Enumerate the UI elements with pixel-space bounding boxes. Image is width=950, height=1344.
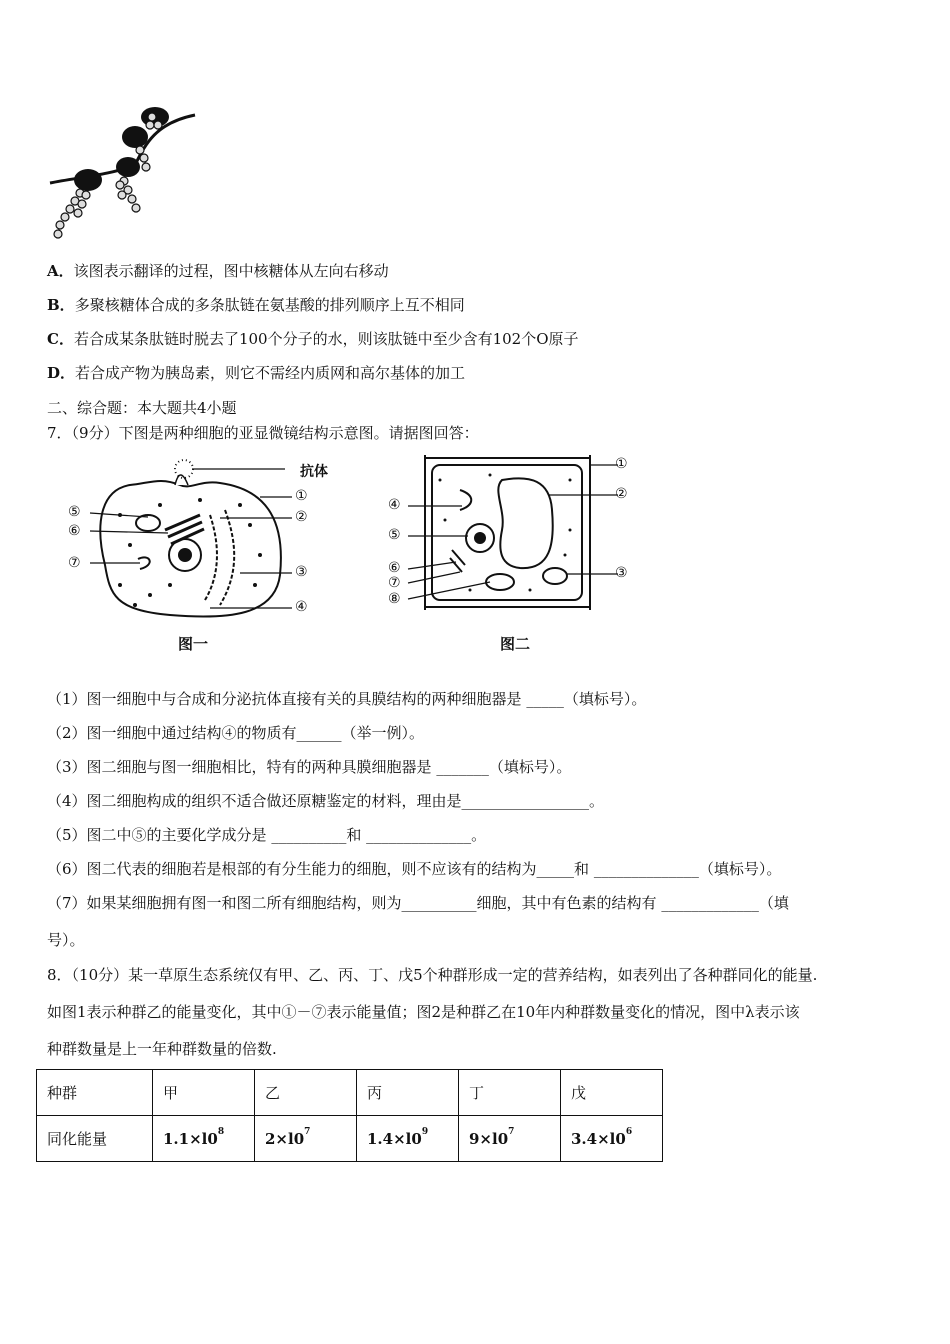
table-cell bbox=[459, 1116, 561, 1162]
fig2-label: ⑤ bbox=[388, 527, 401, 543]
fig1-caption: 图一 bbox=[178, 635, 209, 653]
q7-item-7-cont: 号）。 bbox=[47, 931, 85, 949]
fig1-label: ⑤ bbox=[68, 504, 81, 520]
q8-line-3: 种群数量是上一年种群数量的倍数. bbox=[47, 1040, 277, 1058]
value-base: 1.4×l0 bbox=[367, 1129, 422, 1148]
fig1-label: ② bbox=[295, 509, 308, 525]
value-exponent: 7 bbox=[508, 1126, 515, 1137]
q7-item-1: （1）图一细胞中与合成和分泌抗体直接有关的具膜结构的两种细胞器是 _____（填标号）。 bbox=[47, 690, 647, 708]
section-heading: 二、综合题：本大题共4小题 bbox=[47, 399, 237, 417]
fig1-label: ① bbox=[295, 488, 308, 504]
q7-title: 7．（9分）下图是两种细胞的亚显微镜结构示意图。请据图回答： bbox=[47, 424, 479, 442]
value-base: 9×l0 bbox=[469, 1129, 509, 1148]
table-header-cell: 种群 bbox=[37, 1070, 153, 1116]
fig2-label: ① bbox=[615, 456, 628, 472]
table-header-cell: 戊 bbox=[561, 1070, 663, 1116]
fig2-caption: 图二 bbox=[500, 635, 531, 653]
antibody-label: 抗体 bbox=[300, 464, 328, 480]
fig2-label: ② bbox=[615, 486, 628, 502]
table-cell bbox=[357, 1116, 459, 1162]
option-text: 若合成某条肽链时脱去了100个分子的水，则该肽链中至少含有102个O原子 bbox=[73, 330, 579, 348]
value-exponent: 7 bbox=[304, 1126, 311, 1137]
table-cell bbox=[561, 1116, 663, 1162]
fig2-label: ③ bbox=[615, 565, 628, 581]
q7-item-2: （2）图一细胞中通过结构④的物质有______（举一例）。 bbox=[47, 724, 425, 742]
fig1-label: ⑥ bbox=[68, 523, 81, 539]
option-a bbox=[47, 261, 389, 281]
value-exponent: 9 bbox=[421, 1126, 429, 1137]
fig1-label: ③ bbox=[295, 564, 308, 580]
q7-item-3: （3）图二细胞与图一细胞相比，特有的两种具膜细胞器是 _______（填标号）。 bbox=[47, 758, 572, 776]
energy-table bbox=[36, 1069, 663, 1162]
option-text: 该图表示翻译的过程，图中核糖体从左向右移动 bbox=[73, 262, 389, 280]
option-text: 若合成产物为胰岛素，则它不需经内质网和高尔基体的加工 bbox=[75, 364, 466, 382]
fig2-label: ④ bbox=[388, 497, 401, 513]
q7-item-5: （5）图二中⑤的主要化学成分是 __________和 ______________。 bbox=[47, 826, 487, 844]
value-base: 1.1×l0 bbox=[163, 1129, 218, 1148]
table-header-cell: 甲 bbox=[153, 1070, 255, 1116]
option-text: 多聚核糖体合成的多条肽链在氨基酸的排列顺序上互不相同 bbox=[74, 296, 465, 314]
figure-two-plant-cell bbox=[380, 450, 640, 620]
value-base: 3.4×l0 bbox=[571, 1129, 626, 1148]
fig1-label: ④ bbox=[295, 599, 308, 615]
option-letter: B． bbox=[47, 296, 75, 314]
fig2-label: ⑥ bbox=[388, 560, 401, 576]
table-cell bbox=[255, 1116, 357, 1162]
option-letter: D． bbox=[47, 364, 76, 382]
option-b bbox=[47, 295, 465, 315]
q7-item-7: （7）如果某细胞拥有图一和图二所有细胞结构，则为__________细胞，其中有色素的结构有 _____________（填 bbox=[47, 894, 789, 912]
option-c bbox=[47, 329, 579, 349]
table-header-cell: 乙 bbox=[255, 1070, 357, 1116]
fig1-label: ⑦ bbox=[68, 555, 81, 571]
q7-item-4: （4）图二细胞构成的组织不适合做还原糖鉴定的材料，理由是_________________。 bbox=[47, 792, 605, 810]
value-base: 2×l0 bbox=[265, 1129, 305, 1148]
figure-one-animal-cell bbox=[60, 455, 340, 655]
fig2-label: ⑧ bbox=[388, 591, 401, 607]
q8-line-2: 如图1表示种群乙的能量变化，其中①－⑦表示能量值；图2是种群乙在10年内种群数量变化的情况，图中λ表示该 bbox=[47, 1003, 800, 1021]
value-exponent: 8 bbox=[217, 1126, 225, 1137]
table-header-cell: 丁 bbox=[459, 1070, 561, 1116]
option-letter: C． bbox=[47, 330, 74, 348]
q8-line-1: 8．（10分）某一草原生态系统仅有甲、乙、丙、丁、戊5个种群形成一定的营养结构，如表列出了各种群同化的能量. bbox=[47, 966, 818, 984]
q7-item-6: （6）图二代表的细胞若是根部的有分生能力的细胞，则不应该有的结构为_____和 ______________（填标号）。 bbox=[47, 860, 782, 878]
table-row bbox=[37, 1070, 663, 1116]
table-cell bbox=[153, 1116, 255, 1162]
option-letter: A． bbox=[47, 262, 74, 280]
value-exponent: 6 bbox=[625, 1126, 633, 1137]
polysome-figure bbox=[40, 95, 210, 250]
fig2-label: ⑦ bbox=[388, 575, 401, 591]
table-row bbox=[37, 1116, 663, 1162]
table-header-cell: 丙 bbox=[357, 1070, 459, 1116]
option-d bbox=[47, 363, 465, 383]
table-row-label: 同化能量 bbox=[37, 1116, 153, 1162]
